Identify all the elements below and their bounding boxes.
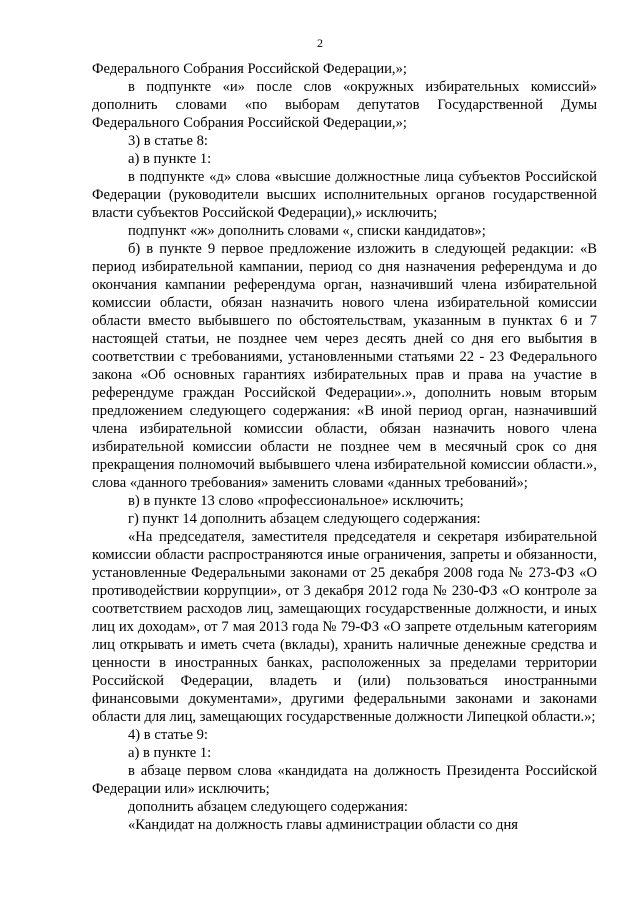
paragraph: «Кандидат на должность главы администрации области со дня [128, 817, 518, 833]
paragraph: а) в пункте 1: [128, 151, 212, 167]
paragraph: в абзаце первом слова «кандидата на должность Президента Российской Федерации или» исключить; [92, 763, 597, 797]
paragraph: подпункт «ж» дополнить словами «, списки кандидатов»; [128, 223, 486, 239]
paragraph: в подпункте «и» после слов «окружных избирательных комиссий» дополнить словами «по выборам депутатов Государственной Думы Федерального Собрания Российской Федерации,»; [92, 79, 597, 131]
paragraph: 3) в статье 8: [128, 133, 208, 149]
paragraph: а) в пункте 1: [128, 745, 212, 761]
paragraph: дополнить абзацем следующего содержания: [128, 799, 408, 815]
paragraph: «На председателя, заместителя председателя и секретаря избирательной комиссии области распространяются иные ограничения, запреты и обязанности, установленные Федеральными законами от 25 декабря 2008 года № 273-ФЗ «О противодействии коррупции», от 3 декабря 2012 года № 230-ФЗ «О контроле за соответствием расходов лиц, замещающих государственные должности, и иных лиц их доходам», от 7 мая 2013 года № 79-ФЗ «О запрете отдельным категориям лиц открывать и иметь счета (вклады), хранить наличные денежные средства и ценности в иностранных банках, расположенных за пределами территории Российской Федерации, владеть и (или) пользоваться иностранными финансовыми документами», другими федеральными законами и законами области для лиц, замещающих государственные должности Липецкой области.»; [92, 529, 597, 725]
document-body [92, 60, 597, 851]
paragraph: в) в пункте 13 слово «профессиональное» исключить; [128, 493, 464, 509]
paragraph: г) пункт 14 дополнить абзацем следующего содержания: [128, 511, 481, 527]
paragraph: 4) в статье 9: [128, 727, 208, 743]
paragraph: Федерального Собрания Российской Федерации,»; [92, 61, 407, 77]
paragraph: б) в пункте 9 первое предложение изложить в следующей редакции: «В период избирательной кампании, период со дня назначения референдума и до окончания кампании референдума орган, назначивший члена избирательной комиссии области, обязан назначить нового члена избирательной комиссии области вместо выбывшего по обстоятельствам, указанным в пунктах 6 и 7 настоящей статьи, не позднее чем через десять дней со дня его выбытия в соответствии с требованиями, установленными статьями 22 - 23 Федерального закона «Об основных гарантиях избирательных прав и права на участие в референдуме граждан Российской Федерации».», дополнить новым вторым предложением следующего содержания: «В иной период орган, назначивший члена избирательной комиссии области, обязан назначить нового члена избирательной комиссии области не позднее чем в месячный срок со дня прекращения полномочий выбывшего члена избирательной комиссии области.», слова «данного требования» заменить словами «данных требований»; [92, 241, 597, 491]
page-number: 2 [317, 36, 323, 50]
paragraph: в подпункте «д» слова «высшие должностные лица субъектов Российской Федерации (руководители высших исполнительных органов государственной власти субъектов Российской Федерации),» исключить; [92, 169, 597, 221]
